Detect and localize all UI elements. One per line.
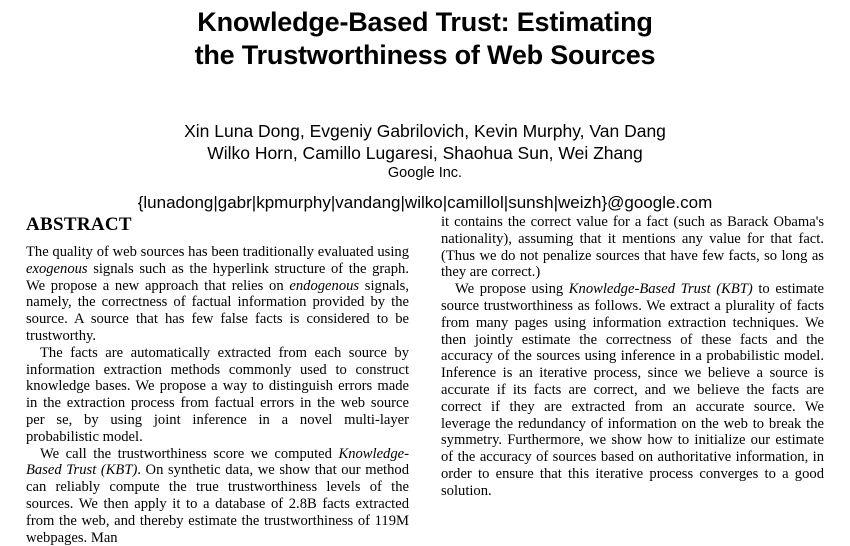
title-line-1: Knowledge-Based Trust: Estimating (197, 7, 653, 37)
title-line-2: the Trustworthiness of Web Sources (194, 40, 656, 70)
contact-email: {lunadong|gabr|kpmurphy|vandang|wilko|camillol|sunsh|weizh}@google.com (137, 193, 713, 212)
intro-paragraph-1: it contains the correct value for a fact (such as Barack Obama's nationality), assuming that it mentions any value for that fact. (Thus we do not penalize sources that have few facts, so long as they are correct.) (441, 214, 824, 281)
abstract-heading: ABSTRACT (26, 214, 132, 235)
abstract-paragraph-1: The quality of web sources has been traditionally evaluated using exogenous signals such as the hyperlink structure of the graph. We propose a new approach that relies on endogenous signals, namely, the correctness of factual information provided by the source. A source that has few false facts is considered to be trustworthy. (26, 244, 409, 344)
abstract-paragraph-3: We call the trustworthiness score we computed Knowledge-Based Trust (KBT). On synthetic data, we show that our method can reliably compute the true trustworthiness levels of the sources. We then apply it to a database of 2.8B facts extracted from the web, and thereby estimate the trustworthiness of 119M webpages. Man (26, 445, 409, 546)
author-line-2: Wilko Horn, Camillo Lugaresi, Shaohua Sun, Wei Zhang (207, 143, 643, 163)
intro-paragraph-2: We propose using Knowledge-Based Trust (KBT) to estimate source trustworthiness as follows. We extract a plurality of facts from many pages using information extraction techniques. We then jointly estimate the correctness of these facts and the accuracy of the sources using inference in a probabilistic model. Inference is an iterative process, since we believe a source is accurate if its facts are correct, and we believe the facts are correct if they are extracted from an accurate source. We leverage the redundancy of information on the web to break the symmetry. Furthermore, we show how to initialize our estimate of the accuracy of sources based on authoritative information, in order to ensure that this iterative process converges to a good solution. (441, 281, 824, 499)
author-line-1: Xin Luna Dong, Evgeniy Gabrilovich, Kevin Murphy, Van Dang (184, 121, 666, 141)
left-column (26, 214, 409, 546)
affiliation: Google Inc. (387, 165, 463, 181)
page-title (26, 0, 824, 72)
body-columns (26, 214, 824, 546)
right-column (441, 214, 824, 546)
author-list (26, 120, 824, 164)
abstract-paragraph-2: The facts are automatically extracted from each source by information extraction methods commonly used to construct knowledge bases. We propose a way to distinguish errors made in the extraction process from factual errors in the web source per se, by using joint inference in a novel multi-layer probabilistic model. (26, 344, 409, 445)
